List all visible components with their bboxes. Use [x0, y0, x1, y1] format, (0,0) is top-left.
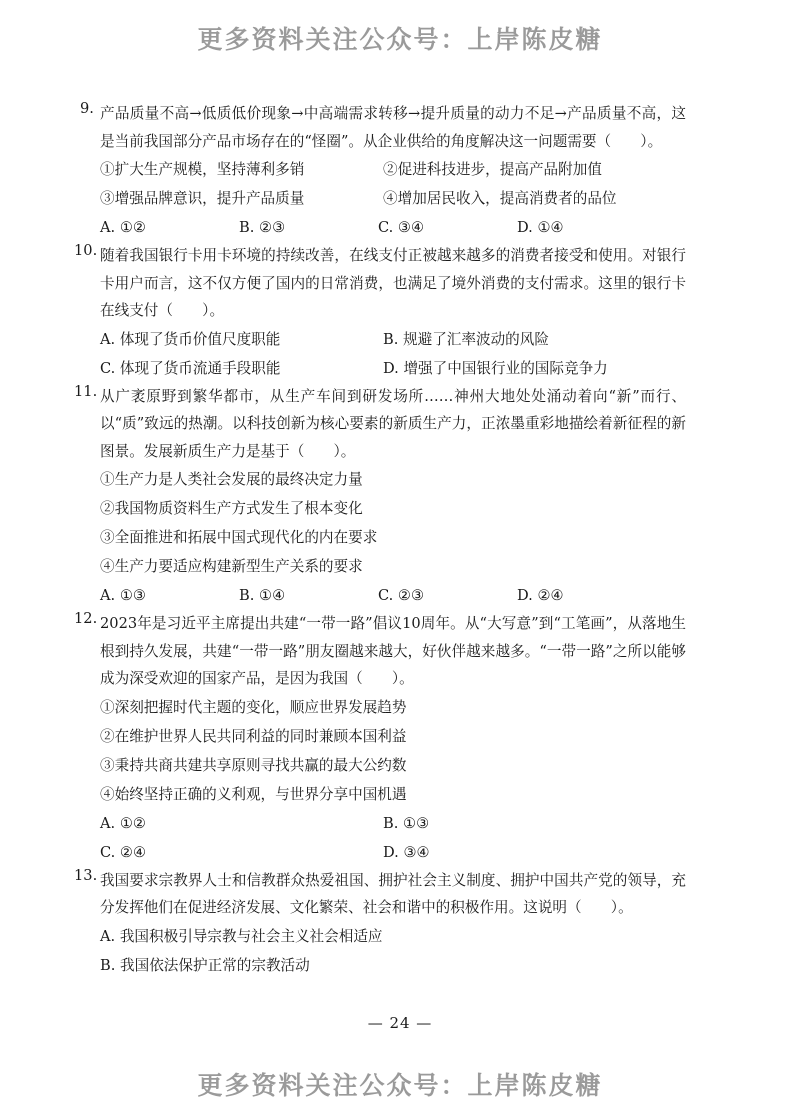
- answer-options-row-2: [100, 354, 686, 383]
- answer-options-row-1: [100, 325, 686, 354]
- question-number: 10.: [74, 242, 98, 259]
- statement-2: ②促进科技进步，提高产品附加值: [383, 161, 602, 178]
- question-10: [74, 242, 686, 383]
- option-b: B. ①③: [383, 814, 430, 832]
- statement-2: ②在维护世界人民共同利益的同时兼顾本国利益: [100, 727, 407, 745]
- statement-list: [100, 155, 686, 213]
- option-d: D. 增强了中国银行业的国际竞争力: [383, 359, 608, 377]
- option-b: B. 规避了汇率波动的风险: [383, 330, 549, 348]
- question-stem: 我国要求宗教界人士和信教群众热爱祖国、拥护社会主义制度、拥护中国共产党的领导，充分发挥他们在促进经济发展、文化繁荣、社会和谐中的积极作用。这说明（ ）。: [100, 871, 686, 916]
- option-c: C. ②③: [378, 587, 425, 604]
- watermark-bottom: 更多资料关注公众号：上岸陈皮糖: [197, 1071, 603, 1100]
- statement-3: ③秉持共商共建共享原则寻找共赢的最大公约数: [100, 756, 407, 774]
- question-number: 12.: [74, 610, 98, 627]
- answer-options: [100, 581, 686, 610]
- option-c: C. ③④: [378, 219, 425, 236]
- option-a: A. 体现了货币价值尺度职能: [100, 330, 281, 348]
- question-stem: 随着我国银行卡用卡环境的持续改善，在线支付正被越来越多的消费者接受和使用。对银行卡用户而言，这不仅方便了国内的日常消费，也满足了境外消费的支付需求。这里的银行卡在线支付（ ）。: [100, 247, 686, 319]
- statement-2: ②我国物质资料生产方式发生了根本变化: [100, 500, 363, 517]
- page-number: — 24 —: [367, 1014, 433, 1032]
- statement-1: ①扩大生产规模，坚持薄利多销: [100, 161, 305, 178]
- answer-options: [100, 213, 686, 242]
- option-a: A. ①②: [100, 814, 146, 832]
- statement-3: ③增强品牌意识，提升产品质量: [100, 190, 305, 207]
- question-stem: 从广袤原野到繁华都市，从生产车间到研发场所……神州大地处处涌动着向“新”而行、以“质”致远的热潮。以科技创新为核心要素的新质生产力，正浓墨重彩地描绘着新征程的新图景。发展新质生产力是基于（ ）。: [100, 387, 686, 460]
- option-a: A. ①③: [100, 587, 146, 604]
- statement-3: ③全面推进和拓展中国式现代化的内在要求: [100, 529, 378, 546]
- question-number: 9.: [80, 100, 94, 117]
- question-12: [74, 610, 686, 867]
- option-c: C. ②④: [100, 843, 147, 861]
- option-d: D. ①④: [517, 219, 564, 236]
- question-stem: 产品质量不高→低质低价现象→中高端需求转移→提升质量的动力不足→产品质量不高，这是当前我国部分产品市场存在的“怪圈”。从企业供给的角度解决这一问题需要（ ）。: [100, 105, 686, 150]
- statement-4: ④增加居民收入，提高消费者的品位: [383, 190, 617, 207]
- watermark-top: 更多资料关注公众号：上岸陈皮糖: [197, 25, 603, 54]
- option-c: C. 体现了货币流通手段职能: [100, 359, 281, 377]
- option-a: A. 我国积极引导宗教与社会主义社会相适应: [100, 927, 383, 945]
- option-d: D. ②④: [517, 587, 564, 604]
- question-number: 13.: [74, 866, 98, 884]
- statement-4: ④生产力要适应构建新型生产关系的要求: [100, 558, 363, 575]
- question-9: [74, 100, 686, 242]
- option-a: A. ①②: [100, 219, 146, 236]
- question-list: [74, 100, 686, 980]
- statement-1: ①深刻把握时代主题的变化，顺应世界发展趋势: [100, 698, 407, 716]
- answer-options-row-2: [100, 838, 686, 867]
- option-b: B. 我国依法保护正常的宗教活动: [100, 956, 310, 974]
- statement-4: ④始终坚持正确的义利观，与世界分享中国机遇: [100, 785, 407, 803]
- option-d: D. ③④: [383, 843, 430, 861]
- option-b: B. ②③: [239, 219, 286, 236]
- statement-1: ①生产力是人类社会发展的最终决定力量: [100, 471, 363, 488]
- answer-options-row-1: [100, 809, 686, 838]
- question-number: 11.: [74, 382, 98, 400]
- question-13: [74, 867, 686, 980]
- option-b: B. ①④: [239, 587, 286, 604]
- question-stem: 2023年是习近平主席提出共建“一带一路”倡议10周年。从“大写意”到“工笔画”，从落地生根到持久发展，共建“一带一路”朋友圈越来越大，好伙伴越来越多。“一带一路”之所以能够成为深受欢迎的国家产品，是因为我国（ ）。: [100, 615, 686, 687]
- question-11: [74, 383, 686, 611]
